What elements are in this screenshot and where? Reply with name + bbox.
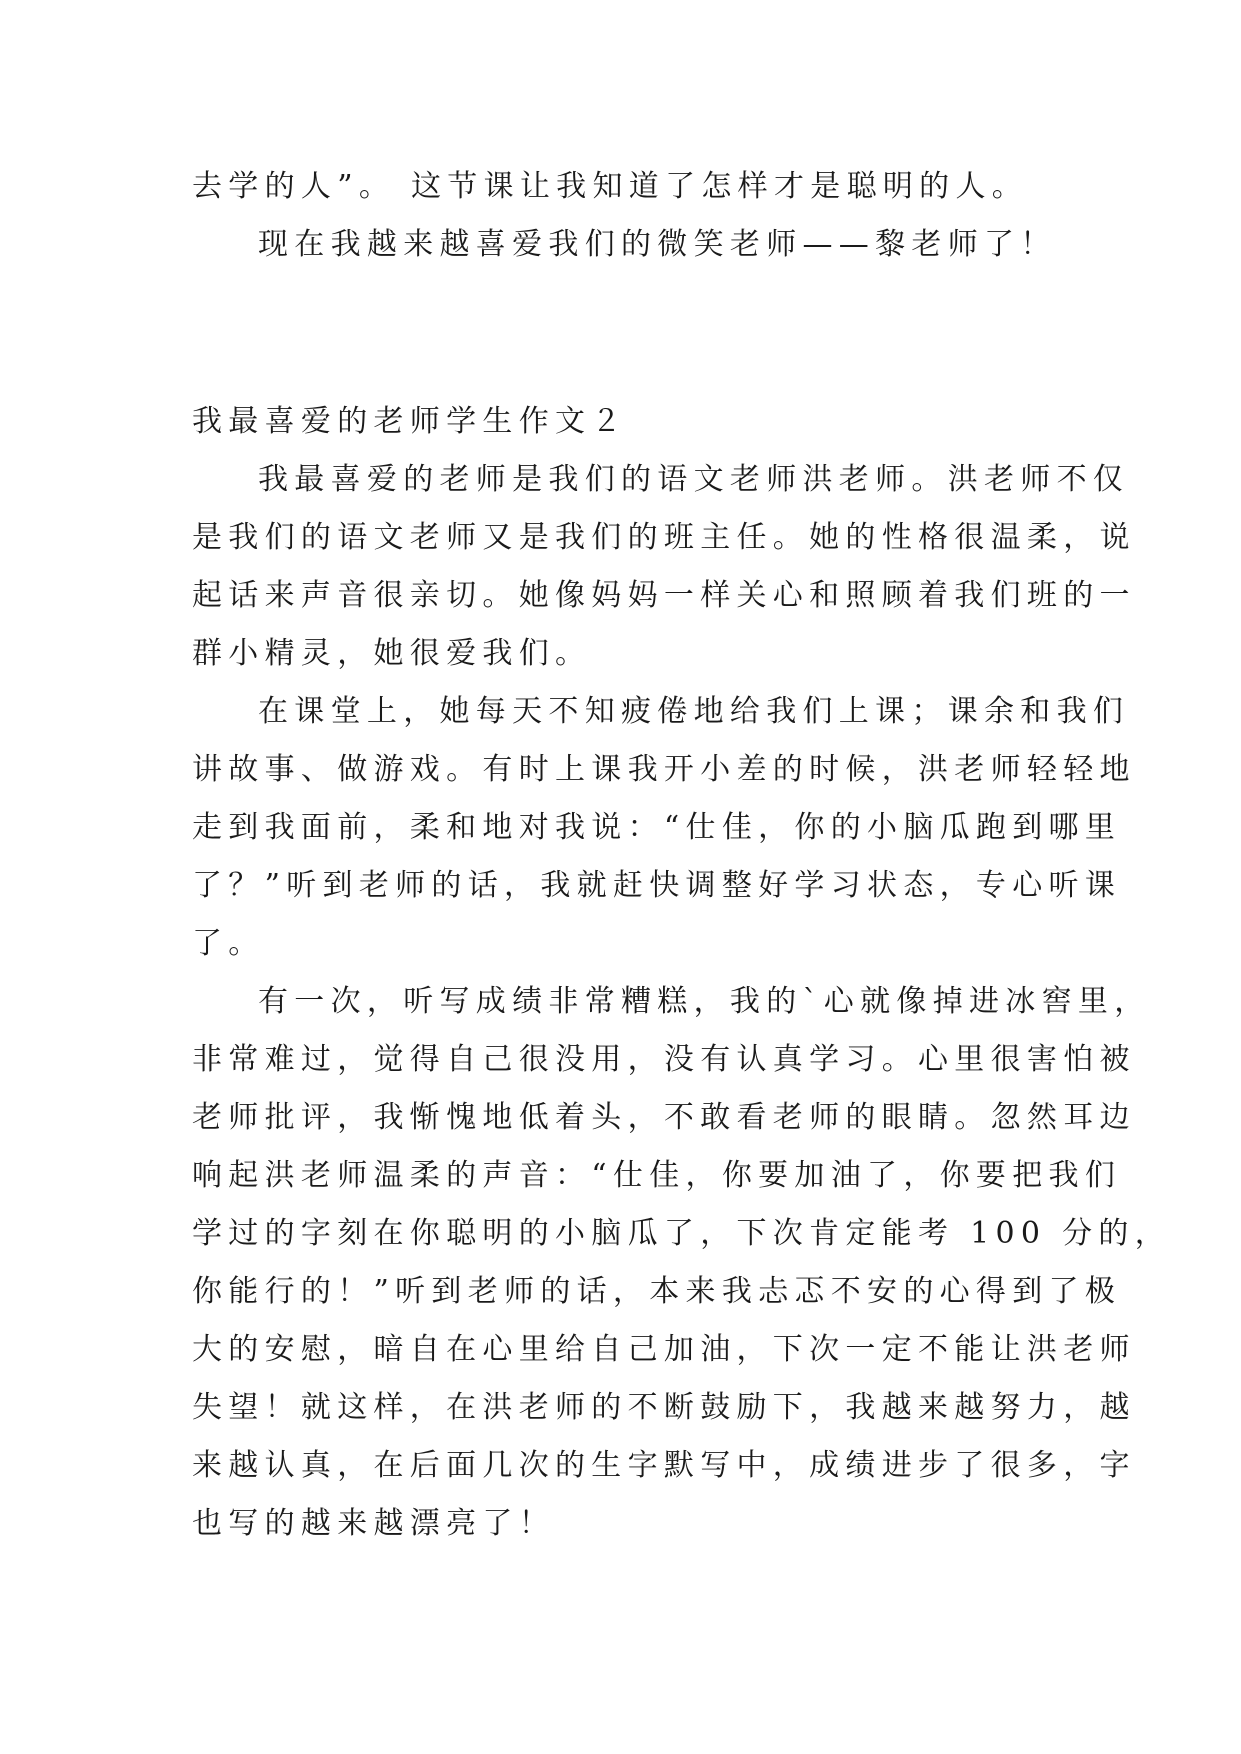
paragraph-line: 群小精灵，她很爱我们。 <box>192 636 592 671</box>
paragraph-line: 来越认真，在后面几次的生字默写中，成绩进步了很多，字 <box>192 1448 1136 1483</box>
paragraph-line: 起话来声音很亲切。她像妈妈一样关心和照顾着我们班的一 <box>192 578 1136 613</box>
paragraph-line: 了。 <box>192 926 265 961</box>
intro-section <box>192 158 1057 274</box>
paragraph-line: 也写的越来越漂亮了！ <box>192 1506 555 1541</box>
paragraph-line: 是我们的语文老师又是我们的班主任。她的性格很温柔，说 <box>192 520 1136 555</box>
paragraph-line: 失望！就这样，在洪老师的不断鼓励下，我越来越努力，越 <box>192 1390 1136 1425</box>
paragraph-line: 大的安慰，暗自在心里给自己加油，下次一定不能让洪老师 <box>192 1332 1136 1367</box>
paragraph-1 <box>192 451 1136 683</box>
intro-line-1: 去学的人”。 这节课让我知道了怎样才是聪明的人。 <box>192 169 1029 204</box>
paragraph-line: 你能行的！”听到老师的话，本来我忐忑不安的心得到了极 <box>192 1274 1122 1309</box>
intro-line-2: 现在我越来越喜爱我们的微笑老师——黎老师了！ <box>258 227 1057 262</box>
paragraph-line: 我最喜爱的老师是我们的语文老师洪老师。洪老师不仅 <box>258 462 1130 497</box>
paragraph-2 <box>192 683 1136 973</box>
paragraph-line: 非常难过，觉得自己很没用，没有认真学习。心里很害怕被 <box>192 1042 1136 1077</box>
paragraph-3 <box>192 973 1172 1553</box>
paragraph-line: 讲故事、做游戏。有时上课我开小差的时候，洪老师轻轻地 <box>192 752 1136 787</box>
paragraph-line: 在课堂上，她每天不知疲倦地给我们上课；课余和我们 <box>258 694 1130 729</box>
paragraph-line: 老师批评，我惭愧地低着头，不敢看老师的眼睛。忽然耳边 <box>192 1100 1136 1135</box>
paragraph-line: 响起洪老师温柔的声音：“仕佳，你要加油了，你要把我们 <box>192 1158 1122 1193</box>
essay-title: 我最喜爱的老师学生作文２ <box>192 404 628 439</box>
paragraph-line: 了？”听到老师的话，我就赶快调整好学习状态，专心听课 <box>192 868 1122 903</box>
paragraph-line: 学过的字刻在你聪明的小脑瓜了，下次肯定能考 100 分的， <box>192 1216 1172 1251</box>
essay-section <box>192 393 1172 1553</box>
paragraph-line: 有一次，听写成绩非常糟糕，我的`心就像掉进冰窖里， <box>258 984 1151 1019</box>
paragraph-line: 走到我面前，柔和地对我说：“仕佳，你的小脑瓜跑到哪里 <box>192 810 1122 845</box>
